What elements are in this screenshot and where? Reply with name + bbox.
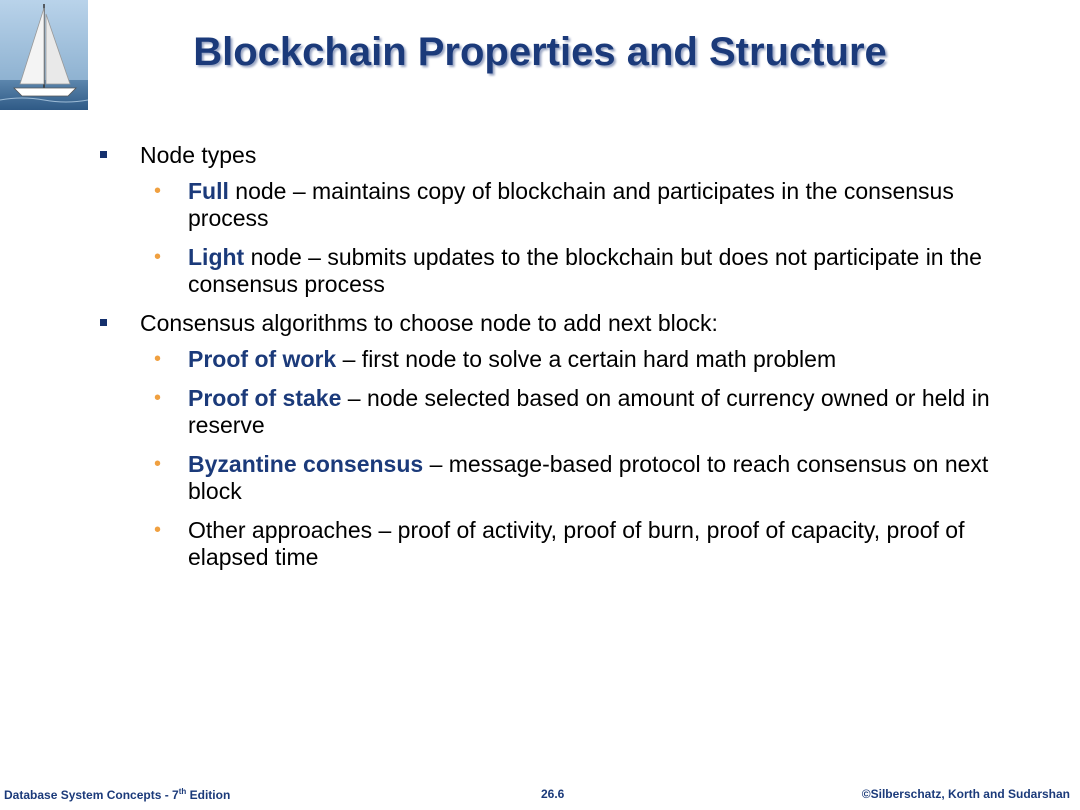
bullet-node-types: Node types [98,142,1038,169]
square-bullet-icon [100,151,107,158]
dot-bullet-icon: • [154,387,162,409]
square-bullet-icon [100,319,107,326]
sub-bullet-other-approaches: • Other approaches – proof of activity, proof of burn, proof of capacity, proof of elapsed time [154,517,965,570]
sub-bullet-byzantine-consensus: • Byzantine consensus – message-based protocol to reach consensus on next block [154,451,989,504]
dot-bullet-icon: • [154,519,162,541]
dot-bullet-icon: • [154,246,162,268]
dot-bullet-icon: • [154,453,162,475]
sub-bullet-light-node: • Light node – submits updates to the blockchain but does not participate in the consensus process [154,244,982,297]
dot-bullet-icon: • [154,180,162,202]
slide-footer [0,787,1080,807]
bullet-consensus-algorithms: Consensus algorithms to choose node to add next block: [98,310,1038,337]
sub-bullet-full-node: • Full node – maintains copy of blockchain and participates in the consensus process [154,178,954,231]
footer-page-number: 26.6 [541,787,565,801]
sub-bullet-proof-of-work: • Proof of work – first node to solve a certain hard math problem [154,346,837,372]
sub-bullet-proof-of-stake: • Proof of stake – node selected based on amount of currency owned or held in reserve [154,385,990,438]
footer-book-title: Database System Concepts - 7th Edition [4,787,231,802]
slide-body [98,142,1038,583]
footer-copyright: ©Silberschatz, Korth and Sudarshan [861,787,1070,801]
slide-title: Blockchain Properties and Structure [193,30,887,74]
dot-bullet-icon: • [154,348,162,370]
